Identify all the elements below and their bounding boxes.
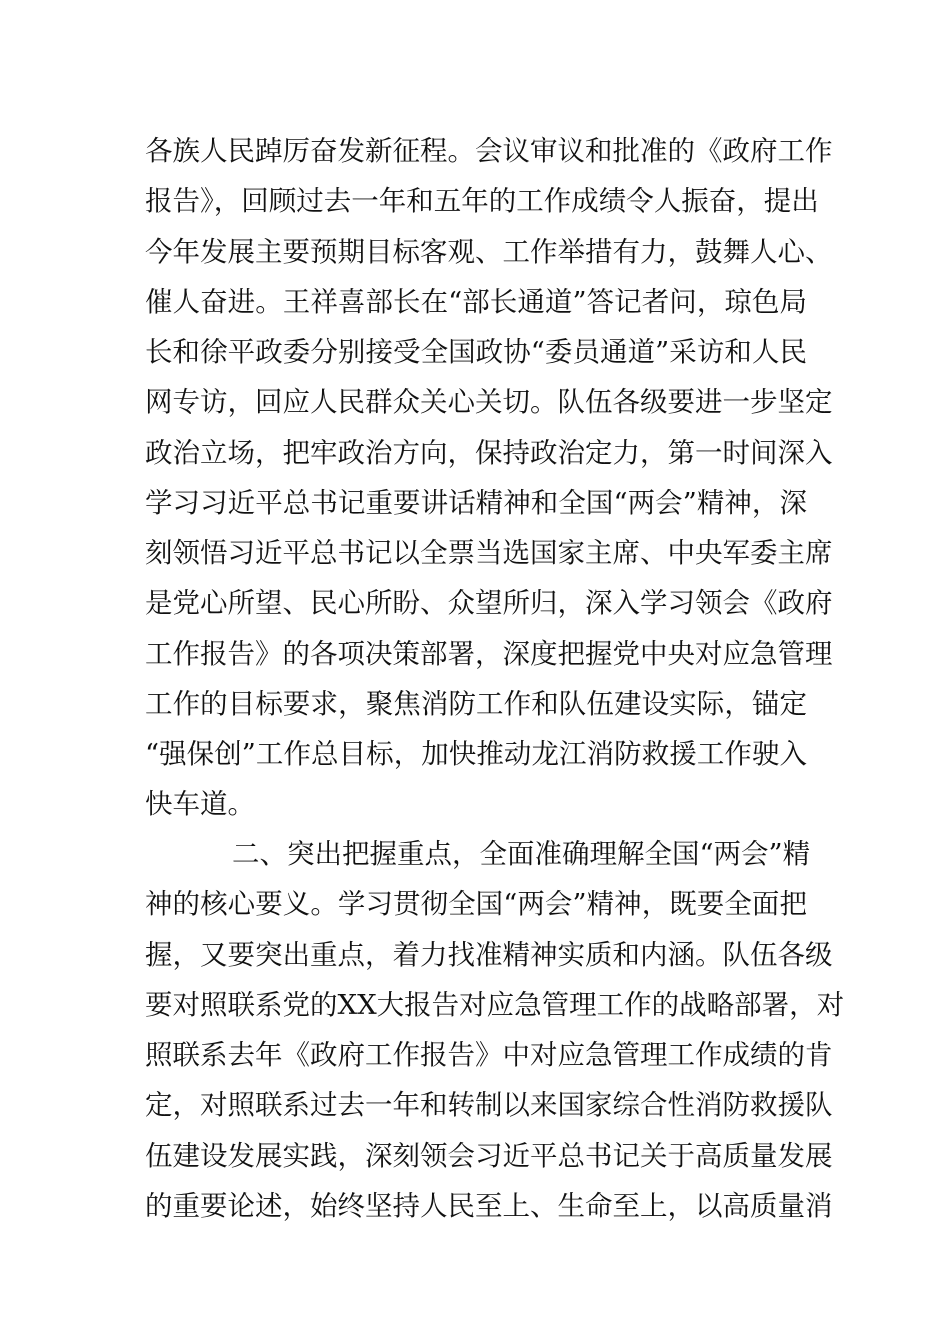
- body-text-line: 今年发展主要预期目标客观、工作举措有力，鼓舞人心、: [145, 236, 833, 268]
- body-text-line: 要对照联系党的XX大报告对应急管理工作的战略部署，对: [145, 989, 845, 1021]
- body-text-line: 工作的目标要求，聚焦消防工作和队伍建设实际，锚定: [145, 688, 807, 720]
- body-text-line: 握，又要突出重点，着力找准精神实质和内涵。队伍各级: [145, 939, 833, 971]
- body-text-line: 政治立场，把牢政治方向，保持政治定力，第一时间深入: [145, 437, 833, 469]
- body-text-line: 神的核心要义。学习贯彻全国“两会”精神，既要全面把: [145, 888, 807, 920]
- body-text-line: 报告》，回顾过去一年和五年的工作成绩令人振奋，提出: [145, 185, 819, 217]
- body-text-line: 快车道。: [145, 788, 255, 820]
- body-text-line: 网专访，回应人民群众关心关切。队伍各级要进一步坚定: [145, 386, 833, 418]
- body-text-line: 催人奋进。王祥喜部长在“部长通道”答记者问，琼色局: [145, 286, 807, 318]
- body-text-line: 是党心所望、民心所盼、众望所归，深入学习领会《政府: [145, 587, 833, 619]
- body-text-line: 伍建设发展实践，深刻领会习近平总书记关于高质量发展: [145, 1140, 833, 1172]
- body-text-line: 工作报告》的各项决策部署，深度把握党中央对应急管理: [145, 638, 833, 670]
- body-text-line: 定，对照联系过去一年和转制以来国家综合性消防救援队: [145, 1089, 833, 1121]
- body-text-line: 的重要论述，始终坚持人民至上、生命至上，以高质量消: [145, 1190, 833, 1222]
- body-text-line: “强保创”工作总目标，加快推动龙江消防救援工作驶入: [145, 738, 807, 770]
- body-text-line: 学习习近平总书记重要讲话精神和全国“两会”精神，深: [145, 487, 807, 519]
- body-text-line: 各族人民踔厉奋发新征程。会议审议和批准的《政府工作: [145, 135, 833, 167]
- body-text-line: 刻领悟习近平总书记以全票当选国家主席、中央军委主席: [145, 537, 833, 569]
- body-text-line: 长和徐平政委分别接受全国政协“委员通道”采访和人民: [145, 336, 807, 368]
- section-heading-line: 二、突出把握重点，全面准确理解全国“两会”精: [232, 838, 811, 870]
- body-text-line: 照联系去年《政府工作报告》中对应急管理工作成绩的肯: [145, 1039, 833, 1071]
